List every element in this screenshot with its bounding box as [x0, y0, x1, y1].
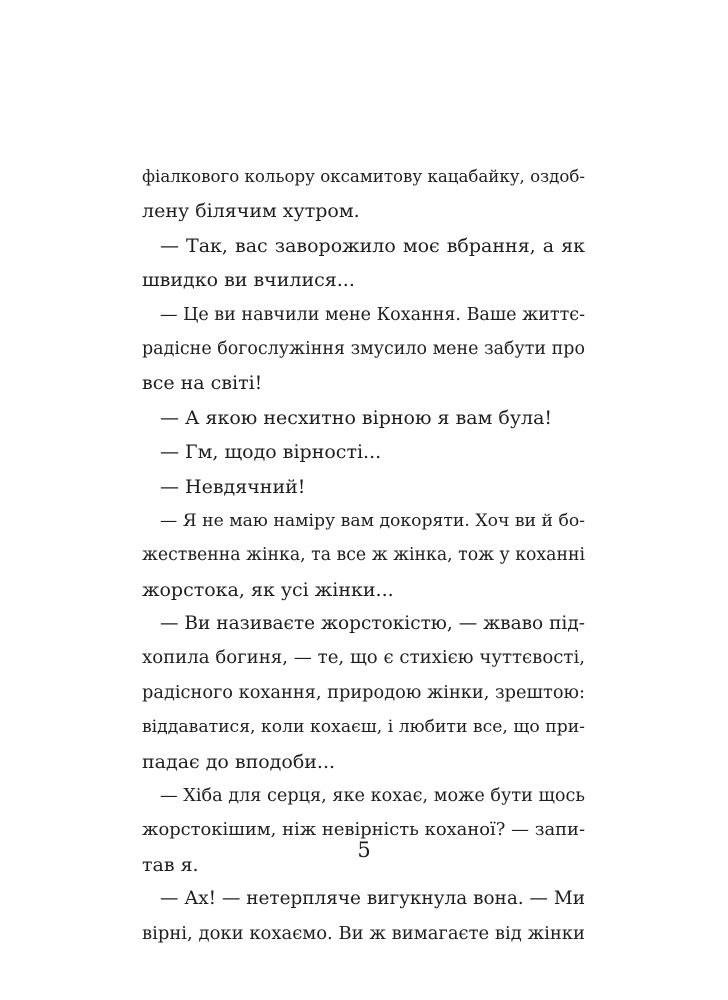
- text-line: жорстокішим, ніж невірність коханої? — запи-: [142, 819, 585, 841]
- page-number: 5: [357, 838, 371, 862]
- text-line: жорстока, як усі жінки...: [142, 578, 394, 601]
- text-line: — Так, вас заворожило моє вбрання, а як: [160, 234, 585, 257]
- text-line: радісне богослужіння змусило мене забути про: [142, 338, 585, 359]
- text-line: падає до вподоби...: [142, 750, 336, 773]
- text-line: — Ви називаєте жорстокістю, — жваво під-: [160, 613, 585, 635]
- text-line: жественна жінка, та все ж жінка, тож у коханні: [142, 545, 585, 566]
- text-line: — Гм, щодо вірності...: [160, 441, 382, 464]
- text-line: швидко ви вчилися...: [142, 269, 355, 292]
- text-line: фіалкового кольору оксамитову кацабайку, оздоб-: [142, 167, 585, 186]
- body-text: [142, 160, 585, 951]
- text-line: тав я.: [142, 853, 199, 876]
- text-line: вірні, доки кохаємо. Ви ж вимагаєте від жінки: [142, 922, 585, 944]
- text-line: — Це ви навчили мене Кохання. Ваше життє-: [160, 304, 585, 325]
- text-line: — Ах! — нетерпляче вигукнула вона. — Ми: [160, 888, 585, 910]
- text-line: — А якою несхитно вірною я вам була!: [160, 406, 553, 429]
- text-line: хопила богиня, — те, що є стихією чуттєвості,: [142, 647, 585, 669]
- text-line: — Хіба для серця, яке кохає, може бути щось: [160, 786, 585, 807]
- text-line: — Невдячний!: [160, 475, 306, 498]
- text-line: лену білячим хутром.: [142, 200, 360, 223]
- text-line: все на світі!: [142, 372, 263, 395]
- text-line: радісного кохання, природою жінки, зрештою:: [142, 682, 585, 703]
- text-line: — Я не маю наміру вам докоряти. Хоч ви й бо-: [160, 510, 585, 531]
- text-line: віддаватися, коли кохаєш, і любити все, що при-: [142, 717, 585, 738]
